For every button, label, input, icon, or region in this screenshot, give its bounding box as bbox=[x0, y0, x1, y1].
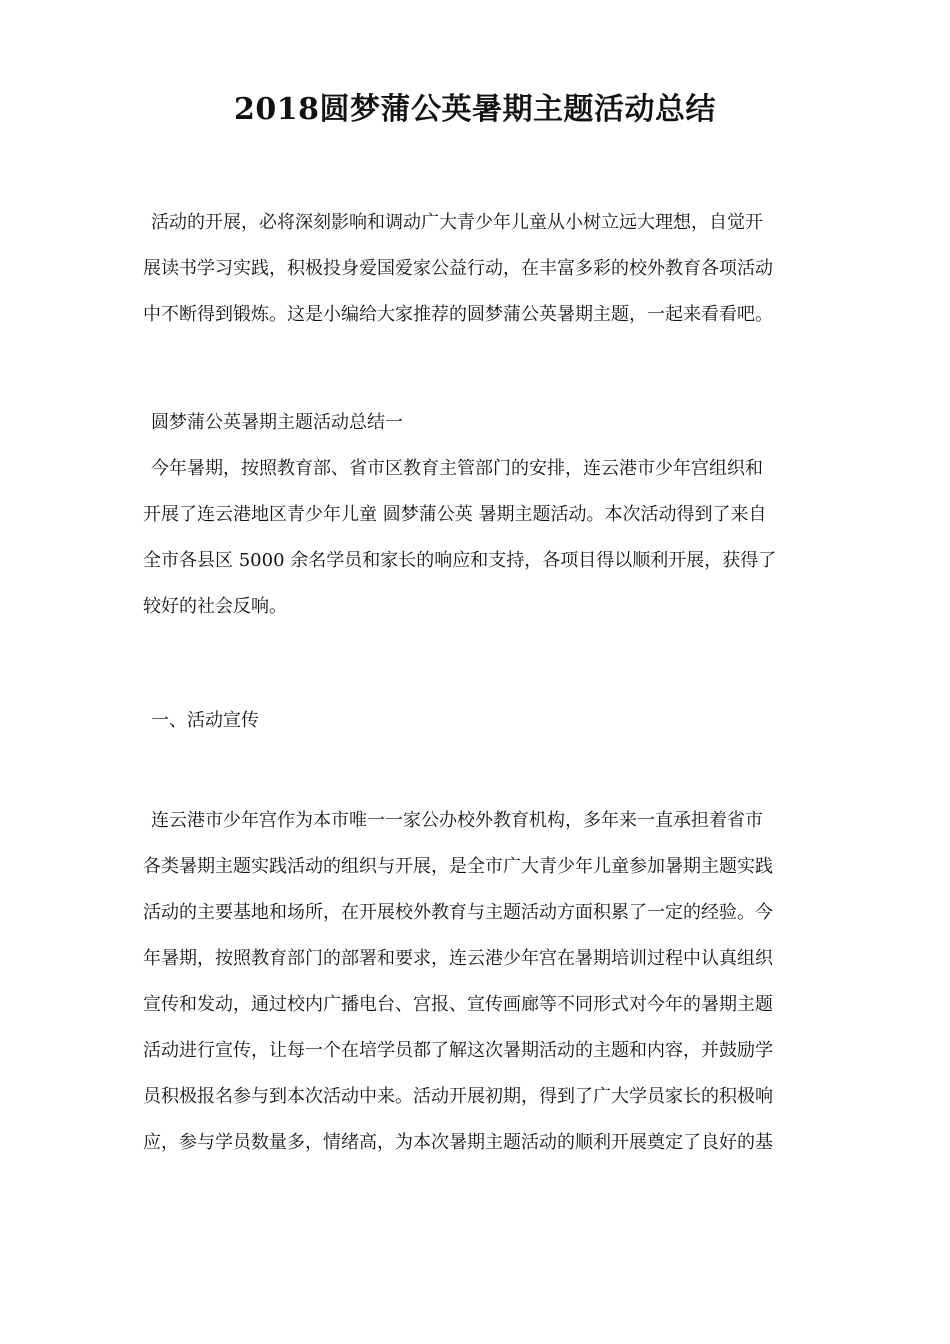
paragraph-line: 较好的社会反响。 bbox=[143, 596, 287, 617]
document-title: 2018圆梦蒲公英暑期主题活动总结 bbox=[234, 92, 716, 127]
paragraph-2 bbox=[143, 798, 807, 1166]
paragraph-line: 全市各县区 5000 余名学员和家长的响应和支持，各项目得以顺利开展，获得了 bbox=[143, 550, 777, 571]
paragraph-line: 活动进行宣传，让每一个在培学员都了解这次暑期活动的主题和内容，并鼓励学 bbox=[143, 1040, 773, 1061]
paragraph-line: 年暑期，按照教育部门的部署和要求，连云港少年宫在暑期培训过程中认真组织 bbox=[143, 948, 773, 969]
paragraph-line: 活动的主要基地和场所，在开展校外教育与主题活动方面积累了一定的经验。今 bbox=[143, 902, 773, 923]
paragraph-line: 展读书学习实践，积极投身爱国爱家公益行动，在丰富多彩的校外教育各项活动 bbox=[143, 258, 773, 279]
paragraph-line: 开展了连云港地区青少年儿童 圆梦蒲公英 暑期主题活动。本次活动得到了来自 bbox=[143, 504, 767, 525]
intro-paragraph bbox=[143, 200, 807, 338]
paragraph-1 bbox=[143, 446, 807, 630]
paragraph-line: 应，参与学员数量多，情绪高，为本次暑期主题活动的顺利开展奠定了良好的基 bbox=[143, 1132, 773, 1153]
paragraph-line: 员积极报名参与到本次活动中来。活动开展初期，得到了广大学员家长的积极响 bbox=[143, 1086, 773, 1107]
paragraph-line: 活动的开展，必将深刻影响和调动广大青少年儿童从小树立远大理想，自觉开 bbox=[151, 212, 763, 233]
paragraph-line: 中不断得到锻炼。这是小编给大家推荐的圆梦蒲公英暑期主题，一起来看看吧。 bbox=[143, 304, 773, 325]
paragraph-line: 宣传和发动，通过校内广播电台、宫报、宣传画廊等不同形式对今年的暑期主题 bbox=[143, 994, 773, 1015]
paragraph-line: 今年暑期，按照教育部、省市区教育主管部门的安排，连云港市少年宫组织和 bbox=[151, 458, 763, 479]
paragraph-line: 各类暑期主题实践活动的组织与开展，是全市广大青少年儿童参加暑期主题实践 bbox=[143, 856, 773, 877]
section-title: 圆梦蒲公英暑期主题活动总结一 bbox=[151, 412, 403, 433]
subheading: 一、活动宣传 bbox=[151, 710, 259, 731]
paragraph-line: 连云港市少年宫作为本市唯一一家公办校外教育机构，多年来一直承担着省市 bbox=[151, 810, 763, 831]
